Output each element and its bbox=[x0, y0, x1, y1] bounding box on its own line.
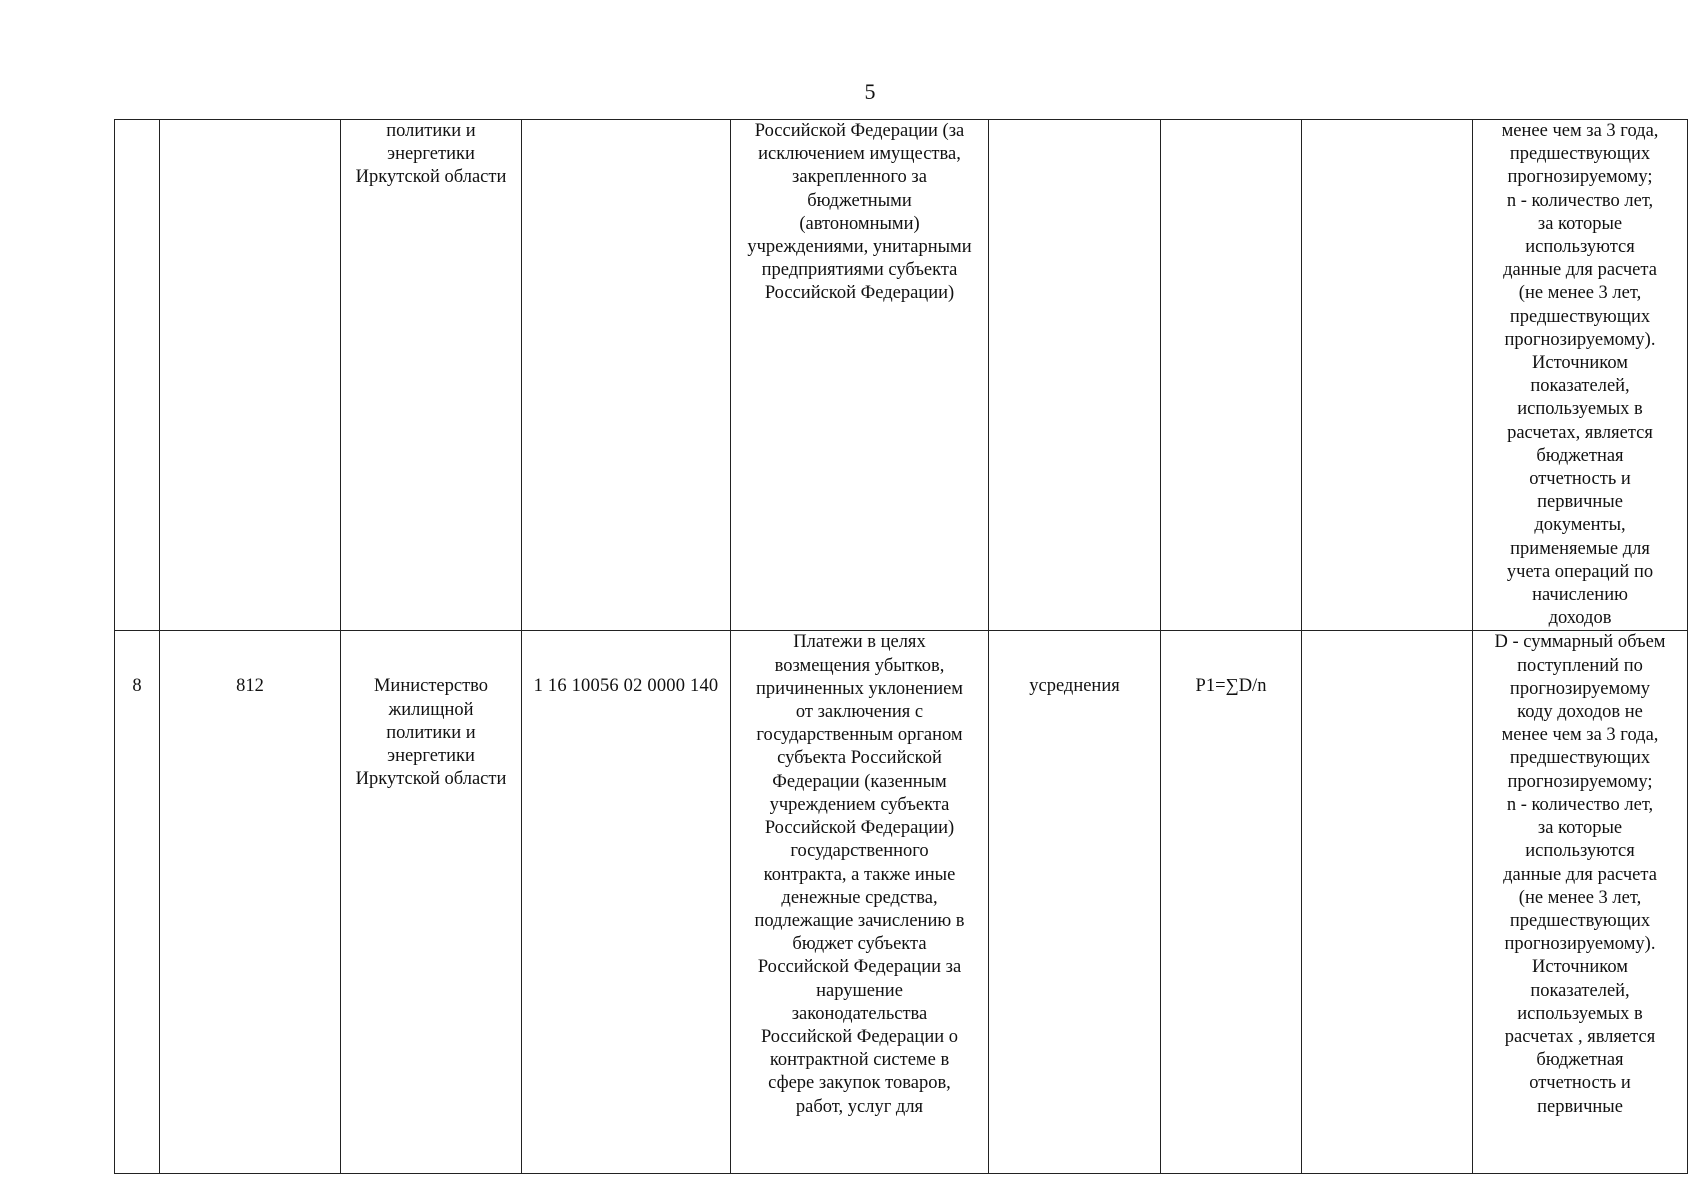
cell-text-line: предшествующих bbox=[1509, 748, 1651, 769]
cell-text-line: контрактной системе в bbox=[769, 1050, 950, 1071]
cell-text-line: учета операций по bbox=[1506, 561, 1654, 582]
cell-text-line: денежные средства, bbox=[781, 887, 938, 908]
cell-text-line: показателей, bbox=[1530, 980, 1630, 1001]
cell-text-line: закрепленного за bbox=[792, 167, 927, 188]
cell-text-line: n - количество лет, bbox=[1506, 794, 1654, 815]
cell-calculation-formula bbox=[1161, 120, 1302, 631]
cell-text-line: документы, bbox=[1534, 515, 1626, 536]
cell-text-line: Платежи в целях bbox=[793, 632, 926, 653]
cell-row-number bbox=[115, 120, 160, 631]
cell-text-line: исключением имущества, bbox=[758, 144, 961, 165]
cell-text-line: учреждением субъекта bbox=[769, 794, 950, 815]
cell-text-line: причиненных уклонением bbox=[755, 678, 964, 699]
cell-text-line: расчетах, является bbox=[1507, 422, 1653, 443]
cell-text-line: государственным органом bbox=[756, 725, 963, 746]
cell-admin-code bbox=[160, 120, 341, 631]
cell-indicator-description bbox=[1473, 120, 1688, 631]
cell-text-line: законодательства bbox=[791, 1003, 928, 1024]
cell-text-line: за которые bbox=[1537, 213, 1623, 234]
cell-calculation-formula: P1=∑D/n bbox=[1161, 631, 1302, 1174]
cell-text-line: поступлений по bbox=[1517, 655, 1643, 676]
cell-text-line: D - суммарный объем bbox=[1494, 632, 1666, 653]
cell-row-number: 8 bbox=[115, 631, 160, 1174]
cell-text-line: подлежащие зачислению в bbox=[754, 910, 965, 931]
cell-text-line: используются bbox=[1525, 841, 1635, 862]
cell-admin-code: 812 bbox=[160, 631, 341, 1174]
cell-budget-classification-code: 1 16 10056 02 0000 140 bbox=[522, 631, 731, 1174]
cell-text-line: бюджетная bbox=[1536, 445, 1624, 466]
cell-text-line: Источником bbox=[1532, 353, 1628, 374]
cell-text-line: предприятиями субъекта bbox=[761, 260, 958, 281]
cell-text-line: используются bbox=[1525, 237, 1635, 258]
cell-text-line: возмещения убытков, bbox=[774, 655, 945, 676]
cell-text-line: применяемые для bbox=[1510, 538, 1650, 559]
cell-text-line: политики и bbox=[386, 121, 476, 141]
cell-text-line: расчетах , является bbox=[1504, 1026, 1656, 1047]
cell-text-line: энергетики bbox=[387, 144, 475, 165]
cell-text-line: (автономными) bbox=[799, 213, 920, 234]
cell-text-line: субъекта Российской bbox=[777, 748, 942, 769]
cell-indicator-description bbox=[1473, 631, 1688, 1174]
cell-text-line: начислению bbox=[1532, 585, 1628, 606]
cell-text-line: учреждениями, унитарными bbox=[747, 237, 972, 258]
cell-administrator-name bbox=[341, 631, 522, 1174]
cell-text-line: первичные bbox=[1537, 1096, 1623, 1117]
page-number: 5 bbox=[864, 79, 876, 104]
cell-text-line: энергетики bbox=[387, 746, 475, 767]
cell-calculation-algorithm bbox=[1302, 631, 1473, 1174]
cell-administrator-name bbox=[341, 120, 522, 631]
cell-text-line: контракта, а также иные bbox=[763, 864, 956, 885]
cell-text-line: сфере закупок товаров, bbox=[768, 1073, 951, 1094]
cell-text-line: жилищной bbox=[388, 699, 474, 720]
cell-budget-classification-code bbox=[522, 120, 731, 631]
table-row bbox=[115, 631, 1688, 1174]
cell-forecast-method: усреднения bbox=[989, 631, 1161, 1174]
cell-text-line: работ, услуг для bbox=[795, 1096, 924, 1117]
cell-text-line: Иркутской области bbox=[355, 167, 507, 188]
cell-text-line: менее чем за 3 года, bbox=[1501, 725, 1659, 746]
cell-text-line: (не менее 3 лет, bbox=[1518, 283, 1642, 304]
cell-text-line: используемых в bbox=[1517, 399, 1643, 420]
table-row bbox=[115, 120, 1688, 631]
cell-text-line: данные для расчета bbox=[1503, 864, 1657, 885]
cell-text-line: политики и bbox=[386, 722, 476, 743]
cell-text-line: бюджетными bbox=[807, 190, 912, 211]
cell-text-line: доходов bbox=[1548, 608, 1612, 629]
cell-text-line: нарушение bbox=[816, 980, 903, 1001]
cell-text-line: прогнозируемому; bbox=[1507, 771, 1653, 792]
cell-text-line: прогнозируемому). bbox=[1504, 934, 1656, 955]
cell-text-line: первичные bbox=[1537, 492, 1623, 513]
cell-text-line: за которые bbox=[1537, 818, 1623, 839]
cell-text-line: бюджет субъекта bbox=[792, 934, 927, 955]
cell-text-line: показателей, bbox=[1530, 376, 1630, 397]
cell-text-line: отчетность и bbox=[1529, 1073, 1631, 1094]
cell-text-line: прогнозируемому; bbox=[1507, 167, 1653, 188]
cell-text-line: Министерство bbox=[373, 676, 489, 697]
cell-text-line: бюджетная bbox=[1536, 1050, 1624, 1071]
revenue-forecast-table bbox=[114, 119, 1688, 1174]
cell-revenue-name bbox=[731, 120, 989, 631]
cell-text-line: от заключения с bbox=[795, 702, 924, 723]
cell-calculation-algorithm bbox=[1302, 120, 1473, 631]
cell-text-line: Российской Федерации) bbox=[764, 283, 955, 304]
cell-text-line: менее чем за 3 года, bbox=[1501, 121, 1659, 141]
cell-text-line: Федерации (казенным bbox=[772, 771, 947, 792]
cell-text-line: государственного bbox=[790, 841, 929, 862]
cell-text-line: данные для расчета bbox=[1503, 260, 1657, 281]
cell-text-line: Российской Федерации (за bbox=[754, 121, 965, 141]
cell-text-line: Российской Федерации) bbox=[764, 818, 955, 839]
cell-text-line: Иркутской области bbox=[355, 769, 507, 790]
cell-forecast-method bbox=[989, 120, 1161, 631]
cell-revenue-name bbox=[731, 631, 989, 1174]
cell-text-line: (не менее 3 лет, bbox=[1518, 887, 1642, 908]
cell-text-line: Источником bbox=[1532, 957, 1628, 978]
cell-text-line: Российской Федерации за bbox=[757, 957, 962, 978]
cell-text-line: прогнозируемому bbox=[1509, 678, 1651, 699]
cell-text-line: прогнозируемому). bbox=[1504, 329, 1656, 350]
cell-text-line: n - количество лет, bbox=[1506, 190, 1654, 211]
cell-text-line: отчетность и bbox=[1529, 469, 1631, 490]
cell-text-line: предшествующих bbox=[1509, 910, 1651, 931]
cell-text-line: предшествующих bbox=[1509, 306, 1651, 327]
cell-text-line: используемых в bbox=[1517, 1003, 1643, 1024]
cell-text-line: коду доходов не bbox=[1517, 702, 1643, 723]
cell-text-line: предшествующих bbox=[1509, 144, 1651, 165]
cell-text-line: Российской Федерации о bbox=[760, 1026, 959, 1047]
